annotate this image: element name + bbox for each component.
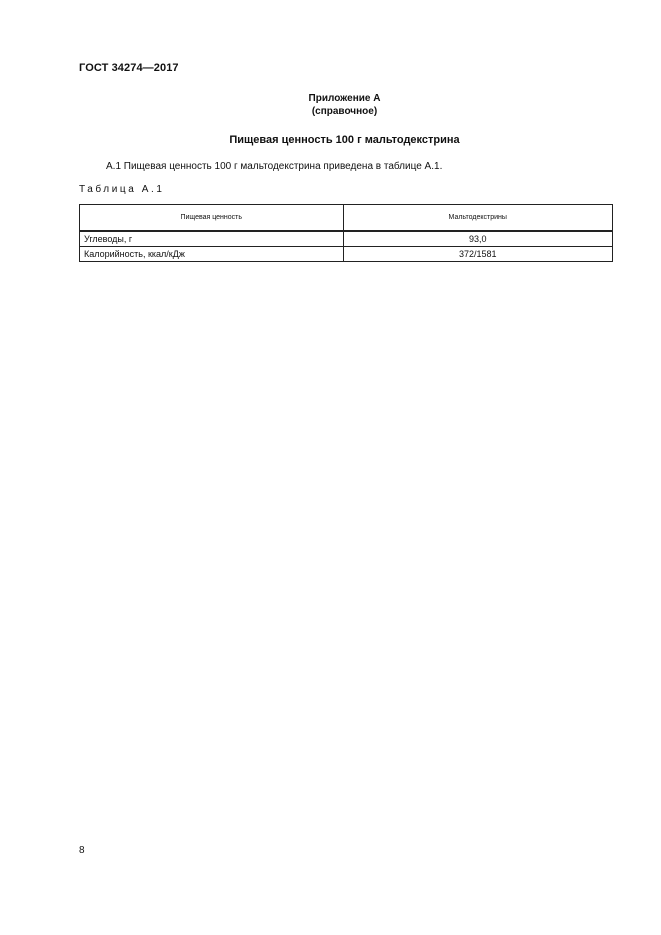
section-heading: Пищевая ценность 100 г мальтодекстрина: [229, 134, 460, 146]
body-paragraph: А.1 Пищевая ценность 100 г мальтодекстрина приведена в таблице А.1.: [106, 161, 443, 172]
table-row: [80, 231, 613, 247]
table-row: [80, 247, 613, 262]
table-header-row: [80, 205, 613, 232]
appendix-title-block: [0, 92, 661, 118]
table-caption: Таблица А.1: [79, 184, 165, 195]
appendix-subtitle: (справочное): [311, 106, 378, 117]
document-code: ГОСТ 34274—2017: [79, 62, 179, 74]
table-cell-value: 93,0: [343, 231, 613, 247]
column-header: Мальтодекстрины: [343, 205, 613, 232]
nutrition-table: [79, 204, 613, 262]
appendix-title: Приложение А: [308, 93, 381, 104]
page-number: 8: [79, 845, 85, 856]
table-cell-parameter: Калорийность, ккал/кДж: [80, 247, 344, 262]
column-header: Пищевая ценность: [80, 205, 344, 232]
table-cell-parameter: Углеводы, г: [80, 231, 344, 247]
table-cell-value: 372/1581: [343, 247, 613, 262]
